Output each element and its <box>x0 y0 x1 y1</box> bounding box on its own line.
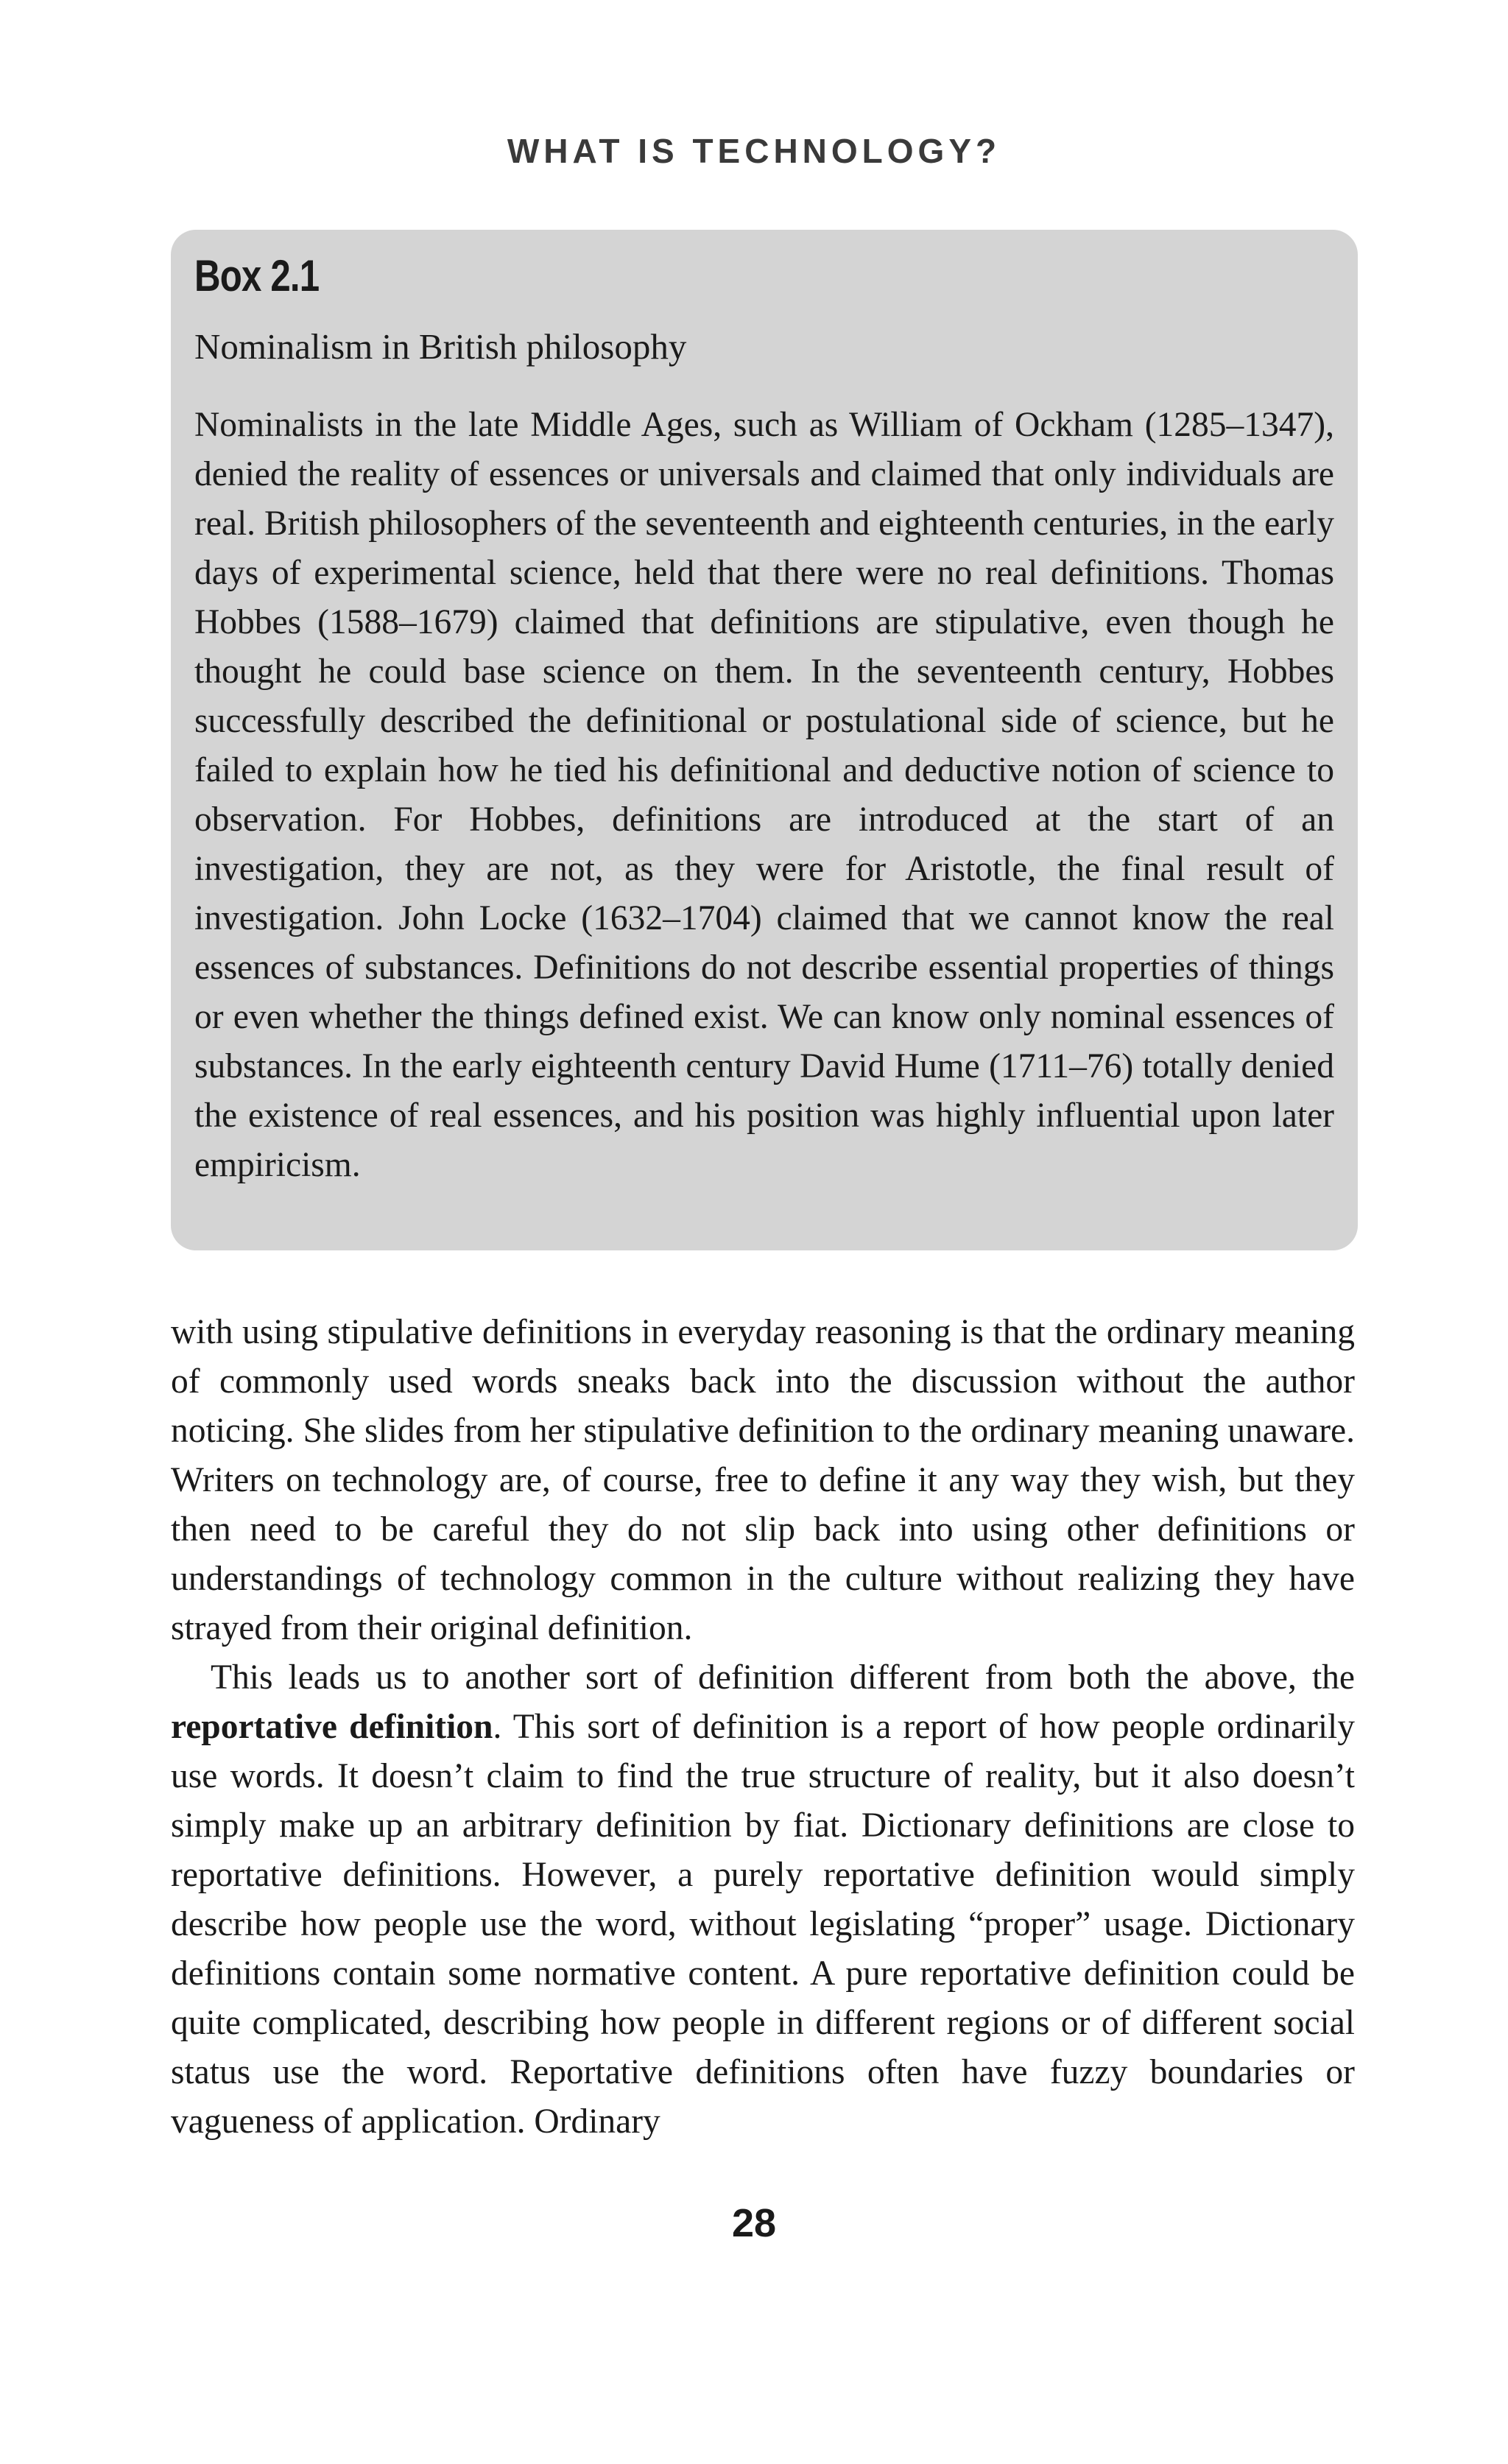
term-reportative-definition: reportative definition <box>171 1708 493 1746</box>
main-text <box>171 1308 1355 2147</box>
page-number: 28 <box>731 2201 777 2245</box>
running-head: WHAT IS TECHNOLOGY? <box>507 132 1001 170</box>
sidebar-box <box>171 230 1358 1250</box>
box-label: Box 2.1 <box>194 251 320 300</box>
box-text: Nominalists in the late Middle Ages, such as William of Ockham (1285–1347), denied the reality of essences or universals and claimed that only individuals are real. British philosophers of the seventeenth and eighteenth centuries, in the early days of experimental science, held that there were no real definitions. Thomas Hobbes (1588–1679) claimed that definitions are stipulative, even though he thought he could base science on them. In the seventeenth century, Hobbes successfully described the definitional or postulational side of science, but he failed to explain how he tied his definitional and deductive notion of science to observation. For Hobbes, definitions are introduced at the start of an investigation, they are not, as they were for Aristotle, the final result of investigation. John Locke (1632–1704) claimed that we cannot know the real essences of substances. Definitions do not describe essential properties of things or even whether the things defined exist. We can know only nominal essences of substances. In the early eighteenth century David Hume (1711–76) totally denied the existence of real essences, and his position was highly influential upon later empiricism. <box>194 406 1334 1184</box>
body-paragraph-2 <box>171 1653 1355 2147</box>
paragraph-2-rest: . This sort of definition is a report of how people ordinarily use words. It doesn’t claim to find the true structure of reality, but it also doesn’t simply make up an arbitrary definition by fiat. Dictionary definitions are close to reportative definitions. However, a purely reportative definition would simply describe how people use the word, without legislating “proper” usage. Dictionary definitions contain some normative content. A pure reportative definition could be quite complicated, describing how people in different regions or of different social status use the word. Reportative definitions often have fuzzy boundaries or vagueness of application. Ordinary <box>171 1708 1355 2141</box>
box-title: Nominalism in British philosophy <box>194 326 687 367</box>
body-paragraph-1: with using stipulative definitions in everyday reasoning is that the ordinary meaning of commonly used words sneaks back into the discussion without the author noticing. She slides from her stipulative definition to the ordinary meaning unaware. Writers on technology are, of course, free to define it any way they wish, but they then need to be careful they do not slip back into using other definitions or understandings of technology common in the culture without realizing they have strayed from their original definition. <box>171 1313 1355 1647</box>
paragraph-2-intro: This leads us to another sort of definition different from both the above, the <box>211 1658 1355 1697</box>
